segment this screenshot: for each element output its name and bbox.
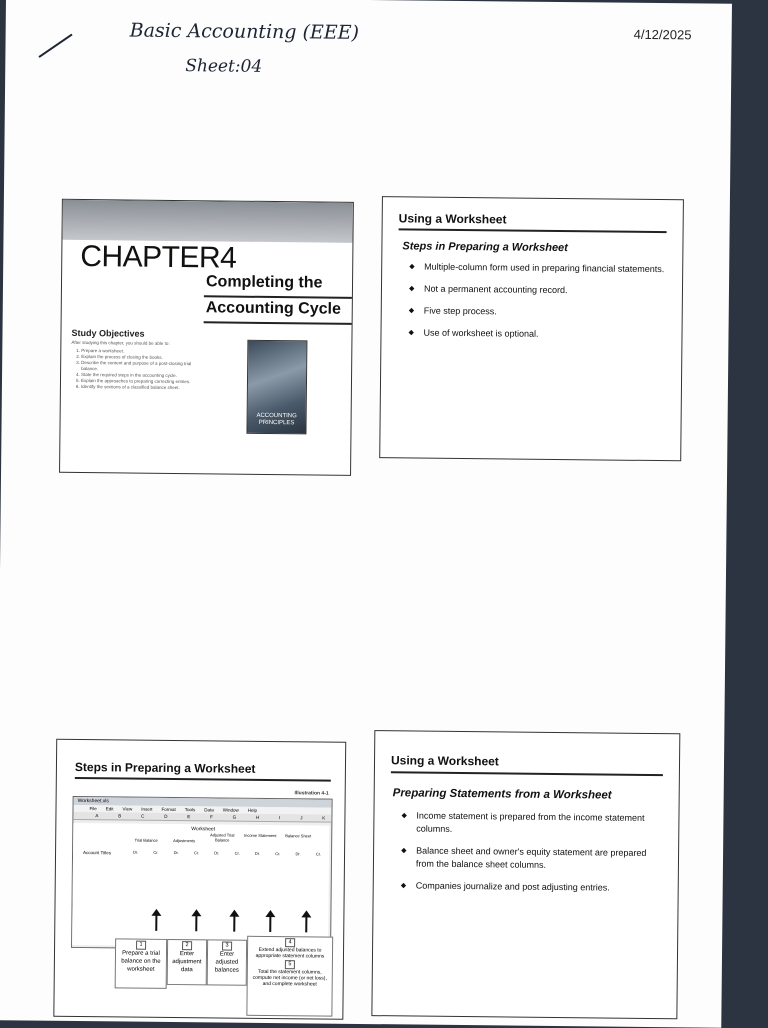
bullet-item: ◆ Income statement is prepared from the income statement columns. [396,809,662,838]
step-arrow-4 [269,916,271,932]
column-group-balance-sheet: Balance Sheet [285,833,312,839]
dr-label: Dr. [254,850,261,856]
column-letter: C [141,813,145,819]
slide-title: Using a Worksheet [390,753,499,769]
objective-item: 1. Prepare a worksheet. [81,348,203,355]
menu-item: Help [247,807,258,813]
date-label: 4/12/2025 [633,26,692,43]
bullet-item: ◆ Use of worksheet is optional. [403,326,665,342]
cr-label: Cr. [275,851,281,857]
bullet-list [396,809,663,895]
step-number: 3 [223,942,232,951]
menu-item: Format [161,806,176,813]
menu-item: Data [204,807,214,813]
step-text: Total the statement columns, compute net income (or net loss), and complete worksheet [252,968,327,988]
bullet-item: ◆ Companies journalize and post adjusting entries. [396,879,662,895]
step-box-2 [167,939,207,985]
slide-using-worksheet-2 [371,730,680,1019]
title-underline [399,228,667,233]
handwritten-sheet-number: Sheet:04 [185,56,263,77]
worksheet-heading: Worksheet [191,826,216,833]
spreadsheet-window-title: Worksheet.xls [74,797,332,808]
study-objectives-intro: After studying this chapter, you should be able to: [71,339,170,346]
step-text: Enter adjusted balances [214,951,239,974]
illustration-label: Illustration 4-1 [294,790,329,797]
column-letter: B [118,813,122,819]
step-text: Prepare a trial balance on the worksheet [121,950,161,973]
chapter-heading: CHAPTER4 [80,239,237,275]
bullet-item: ◆ Five step process. [404,304,666,320]
textbook-cover-image [246,340,307,435]
dr-label: Dr. [173,850,179,856]
column-letter: A [95,813,99,819]
dr-label: Dr. [133,849,139,855]
title-underline [391,771,663,776]
column-letter: K [322,815,326,821]
menu-item: Window [222,807,239,813]
dr-label: Dr. [295,851,301,857]
column-letter: G [232,814,237,820]
menu-item: Tools [184,807,196,813]
bullet-item: ◆ Multiple-column form used in preparing financial statements. [404,260,666,276]
cr-label: Cr. [193,850,200,856]
column-group-adjusted-trial-balance: Adjusted Trial Balance [210,832,235,843]
step-text: Extend adjusted balances to appropriate statement columns [255,946,325,960]
objective-item: 2. Explain the process of closing the books. [81,354,203,361]
step-number: 1 [137,941,146,950]
chapter-title-line1: Completing the [205,273,323,292]
bullet-item: ◆ Balance sheet and owner's equity statement are prepared from the balance sheet columns. [396,844,662,873]
slide-title: Steps in Preparing a Worksheet [74,759,256,776]
column-letter: F [210,814,213,820]
step-arrow-2 [195,915,197,931]
objective-item: 4. State the required steps in the accounting cycle. [81,372,203,379]
column-group-trial-balance: Trial Balance [134,837,158,843]
margin-tick-mark [38,34,72,58]
study-objectives-list [71,348,203,391]
objective-item: 5. Explain the approaches to preparing correcting entries. [81,378,203,385]
column-letter: H [256,814,260,820]
account-titles-label: Account Titles [83,850,112,856]
objective-item: 3. Describe the content and purpose of a post-closing trial balance. [81,360,203,373]
chapter-title-divider-1 [204,295,354,299]
step-number: 5 [285,960,294,969]
menu-item: View [122,806,133,812]
menu-item: Insert [141,806,153,812]
step-number: 2 [183,941,192,950]
step-box-1 [115,938,168,989]
column-group-income-statement: Income Statement [243,832,277,839]
column-letter: J [300,815,303,821]
slide-header-band [62,200,352,243]
handwritten-course-title: Basic Accounting (EEE) [129,19,360,44]
bullet-list [403,260,666,342]
slide-title: Using a Worksheet [398,211,507,227]
study-objectives-heading: Study Objectives [71,327,145,339]
objective-item: 6. Identify the sections of a classified balance sheet. [81,384,203,391]
cr-label: Cr. [315,851,322,857]
spreadsheet-screenshot [71,796,333,951]
slide-subtitle: Preparing Statements from a Worksheet [392,787,612,802]
slide-using-worksheet-1 [379,196,684,461]
slide-chapter-cover [59,199,354,476]
bullet-item: ◆ Not a permanent accounting record. [404,282,666,298]
column-group-adjustments: Adjustments [173,837,196,844]
cr-label: Cr. [234,850,240,856]
spreadsheet-column-letters [73,812,331,823]
cr-label: Cr. [153,849,159,855]
menu-item: File [89,806,97,812]
slide-steps-worksheet [53,739,346,1020]
slide-subtitle: Steps in Preparing a Worksheet [402,240,568,255]
step-text: Enter adjustment data [172,951,202,974]
column-letter: I [279,815,281,821]
step-arrow-3 [233,916,235,932]
step-box-4-5 [246,936,333,1017]
step-arrow-5 [305,916,307,932]
spreadsheet-grid [72,823,329,948]
chapter-title-divider-2 [204,321,354,325]
step-arrow-1 [155,915,157,931]
step-number: 4 [286,938,295,947]
dr-label: Dr. [214,850,220,856]
dr-cr-row [133,850,321,857]
textbook-cover-title: ACCOUNTING PRINCIPLES [256,412,297,427]
step-box-3 [207,939,247,985]
column-letter: D [164,813,168,819]
chapter-title-line2: Accounting Cycle [205,299,341,318]
column-letter: E [187,814,191,820]
title-underline [75,777,331,782]
menu-item: Edit [105,806,114,812]
